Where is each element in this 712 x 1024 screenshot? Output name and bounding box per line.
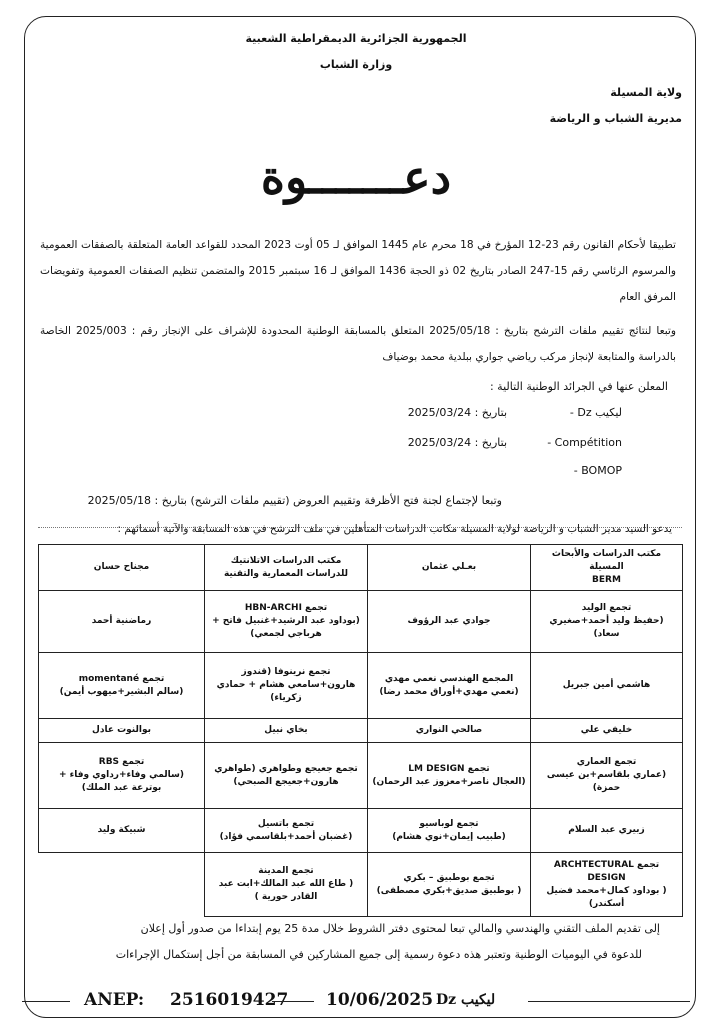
- newspaper-name-1: ليكيب Dz -: [569, 406, 622, 419]
- table-row: [39, 591, 683, 653]
- table-cell: مجناح حسان: [39, 545, 205, 591]
- table-cell: تجمع ARCHTECTURAL DESIGN ( بوداود كمال+محمد فضيل أسكندر): [531, 853, 683, 917]
- newspaper-name-3: BOMOP -: [573, 464, 622, 477]
- table-cell: مكتب الدراسات والأبحاث المسيلة BERM: [531, 545, 683, 591]
- results-paragraph: وتبعا لنتائج تقييم ملفات الترشح بتاريخ : 2025/05/18 المتعلق بالمسابقة الوطنية المحدودة للإشراف على الإنجاز رقم : 2025/003 الخاصة بالدراسة والمتابعة لإنجاز مركب رياضي جواري ببلدية محمد بوضياف: [40, 325, 676, 363]
- table-cell: تجمع باتسيل (غضبان أحمد+بلقاسمي فؤاد): [205, 809, 368, 853]
- table-cell: تجمع LM DESIGN (العجال ناصر+معزوز عبد الرحمان): [368, 743, 531, 809]
- directorate-label: مديرية الشباب و الرياضة: [549, 112, 682, 125]
- table-cell: تجمع المدينة ( طاع الله عبد المالك+ابت عبد القادر حورية ): [205, 853, 368, 917]
- anep-number: 2516019427: [170, 990, 289, 1010]
- table-cell: شبيكة وليد: [39, 809, 205, 853]
- wilaya-label: ولاية المسيلة: [610, 86, 682, 99]
- table-cell: بعـلي عثمان: [368, 545, 531, 591]
- ministry-title: وزارة الشباب: [319, 58, 393, 71]
- newspaper-date-1: بتاريخ : 2025/03/24: [407, 406, 507, 419]
- table-row: [39, 545, 683, 591]
- table-row: [39, 809, 683, 853]
- closing-line-2: للدعوة في اليوميات الوطنية وتعتبر هذه دعوة رسمية إلى جميع المشاركين في المسابقة من أجل إستكمال الإجراءات: [115, 948, 642, 961]
- table-row: [39, 743, 683, 809]
- republic-title: الجمهورية الجزائرية الديمقراطية الشعبية: [245, 32, 467, 45]
- closing-line-1: إلى تقديم الملف التقني والهندسي والمالي تبعا لمحتوى دفتر الشروط خلال مدة 25 يوم إبتداءا من صدور أول إعلان: [140, 922, 660, 935]
- table-cell: تجمع momentané (سالم البشير+ميهوب أيمن): [39, 653, 205, 719]
- table-cell: تجمع HBN-ARCHI (بوداود عبد الرشيد+غنبيل فاتح + هرباجي لجمعي): [205, 591, 368, 653]
- table-cell: بخاي نبيل: [205, 719, 368, 743]
- table-cell: تجمع لوباسيو (طبيب إيمان+نوي هشام): [368, 809, 531, 853]
- table-cell: صالحي النواري: [368, 719, 531, 743]
- table-cell: بوالنوت عادل: [39, 719, 205, 743]
- table-row: [39, 719, 683, 743]
- candidates-table: [38, 544, 683, 917]
- footer-rule-mid: [272, 1001, 314, 1002]
- table-cell: تجمع بوطبيق – بكري ( بوطبيق صديق+بكري مصطفى): [368, 853, 531, 917]
- table-cell: خليفي علي: [531, 719, 683, 743]
- footer-rule-right: [528, 1001, 690, 1002]
- announced-label: المعلن عنها في الجرائد الوطنية التالية :: [489, 380, 668, 393]
- table-cell: تجمع جعيجع وطواهري (طواهري هارون+جعيجع الصبحي): [205, 743, 368, 809]
- table-cell: مكتب الدراسات الاتلانتيك للدراسات المعمارية والتقنية: [205, 545, 368, 591]
- table-cell: تجمع العماري (عماري بلقاسم+بن عيسى حمزة): [531, 743, 683, 809]
- meeting-line: وتبعا لإجتماع لجنة فتح الأظرفة وتقييم العروض (تقييم ملفات الترشح) بتاريخ : 2025/05/18: [87, 494, 502, 507]
- table-row: [39, 853, 683, 917]
- footer-bar: [0, 990, 712, 1010]
- table-cell: تجمع نرينوفا (قندوز هارون+سامعي هشام + حمادي زكرياء): [205, 653, 368, 719]
- table-cell: المجمع الهندسي نعمي مهدي (نعمي مهدي+أوراق محمد رضا): [368, 653, 531, 719]
- table-cell: هاشمي أمين جبريل: [531, 653, 683, 719]
- footer-rule-left: [22, 1001, 70, 1002]
- newspaper-date-2: بتاريخ : 2025/03/24: [407, 436, 507, 449]
- page-title: دعـــــــوة: [260, 150, 452, 204]
- anep-label: ANEP:: [84, 990, 145, 1010]
- legal-basis-paragraph: تطبيقا لأحكام القانون رقم 23-12 المؤرخ في 18 محرم عام 1445 الموافق لـ 05 أوت 2023 المحدد للقواعد العامة المتعلقة بالصفقات العمومية والمرسوم الرئاسي رقم 15-247 الصادر بتاريخ 02 ذو الحجة 1436 الموافق لـ 16 سبتمبر 2015 والمتضمن تنظيم الصفقات العمومية وتفويضات المرفق العام: [40, 239, 677, 303]
- table-cell: زبيري عبد السلام: [531, 809, 683, 853]
- table-cell: جوادي عبد الرؤوف: [368, 591, 531, 653]
- table-row: [39, 653, 683, 719]
- invite-line: يدعو السيد مدير الشباب و الرياضة لولاية المسيلة مكاتب الدراسات المتأهلين في ملف الترشح في هذه المسابقة والآتية أسمائهم :: [117, 523, 672, 535]
- table-cell: رماضنية أحمد: [39, 591, 205, 653]
- footer-newspaper: Dz ليكيب: [436, 992, 496, 1008]
- table-cell: تجمع الوليد (حفيظ وليد أحمد+صغيري سعاد): [531, 591, 683, 653]
- newspaper-name-2: Compétition -: [547, 436, 622, 449]
- table-cell: تجمع RBS (سالمي وفاء+رداوي وفاء + بوترعة عبد الملك): [39, 743, 205, 809]
- footer-date: 10/06/2025: [326, 990, 434, 1010]
- table-cell: [39, 853, 205, 917]
